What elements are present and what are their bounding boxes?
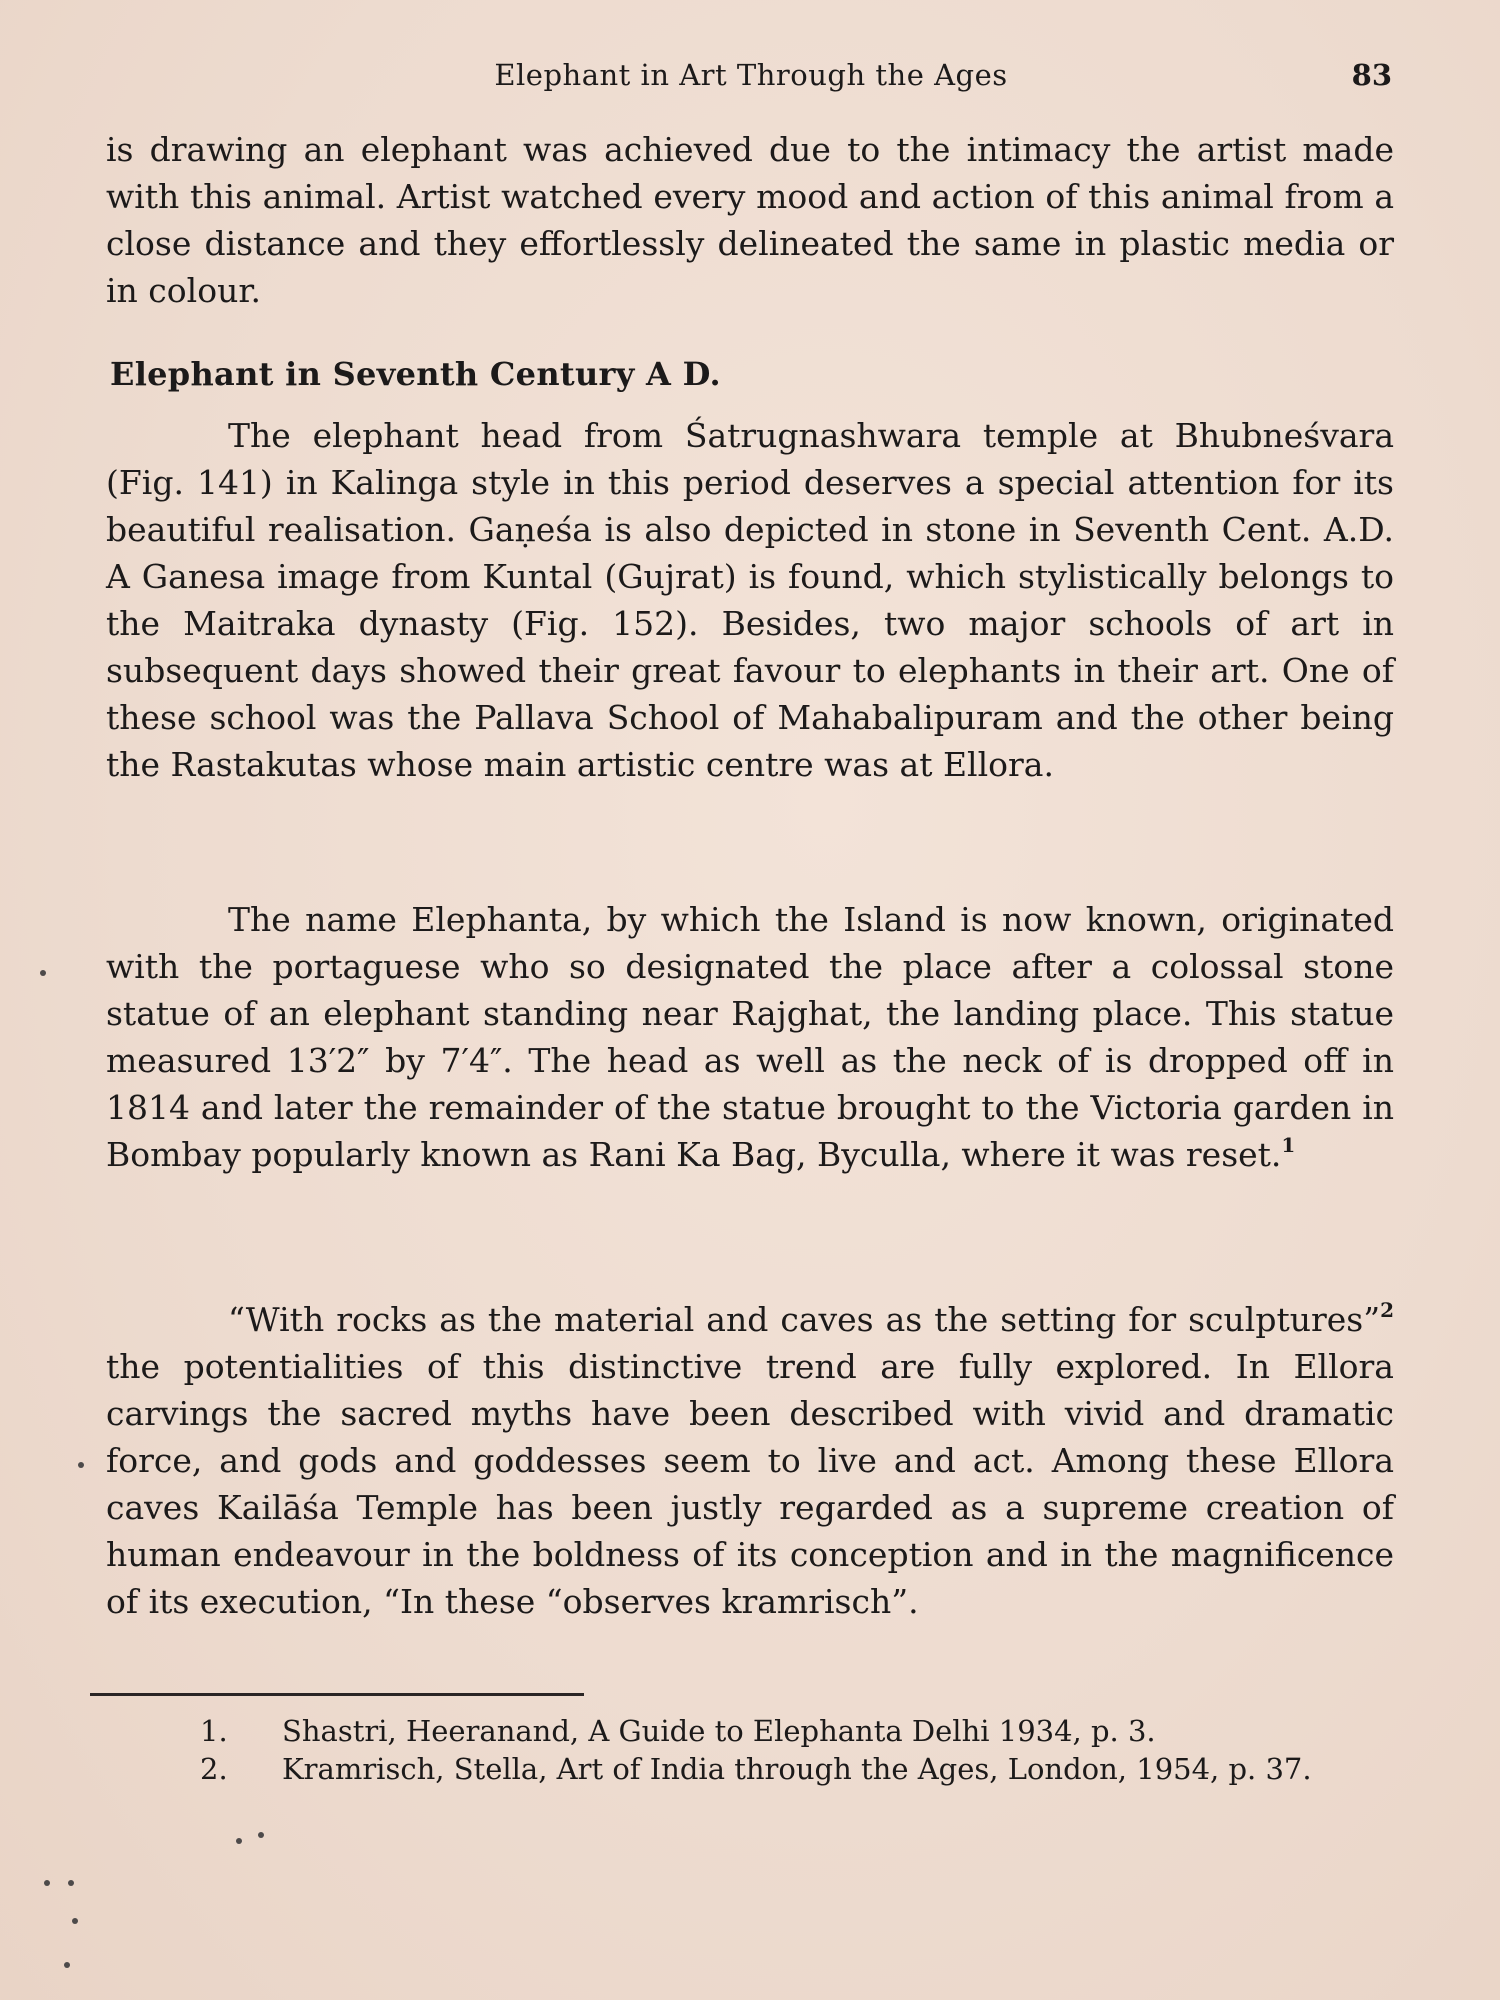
print-speck	[40, 970, 46, 976]
footnote-text: Kramrisch, Stella, Art of India through the Ages, London, 1954, p. 37.	[282, 1752, 1312, 1786]
footnote-number: 2.	[200, 1752, 228, 1786]
print-speck	[44, 1880, 50, 1886]
paragraph-4-text: the potentialities of this distinctive trend are fully explored. In Ellora carvings the sacred myths have been described with vivid and dramatic force, and gods and goddesses seem to live and act. Among these Ellora caves Kailāśa Temple has been justly regarded as a supreme creation of human endeavour in the boldness of its conception and in the magnificence of its execution, “In these “observes kramrisch”.	[106, 1347, 1394, 1621]
paragraph-3	[106, 896, 1394, 1178]
print-speck	[78, 1462, 84, 1468]
page-number: 83	[1351, 58, 1392, 92]
footnote	[200, 1750, 1390, 1788]
running-head	[110, 58, 1392, 102]
section-heading: Elephant in Seventh Century A D.	[110, 355, 721, 393]
print-speck	[68, 1880, 74, 1886]
footnote-text: Shastri, Heeranand, A Guide to Elephanta Delhi 1934, p. 3.	[282, 1714, 1156, 1748]
footnotes	[200, 1712, 1390, 1788]
footnote	[200, 1712, 1390, 1750]
print-speck	[236, 1838, 242, 1844]
print-speck	[64, 1962, 70, 1968]
paragraph-4	[106, 1296, 1394, 1625]
footnote-number: 1.	[200, 1714, 228, 1748]
paragraph-2: The elephant head from Śatrugnashwara temple at Bhubneśvara (Fig. 141) in Kalinga style in this period deserves a special attention for its beautiful realisation. Gaṇeśa is also depicted in stone in Seventh Cent. A.D. A Ganesa image from Kuntal (Gujrat) is found, which stylistically belongs to the Maitraka dynasty (Fig. 152). Besides, two major schools of art in subsequent days showed their great favour to elephants in their art. One of these school was the Pallava School of Mahabalipuram and the other being the Rastakutas whose main artistic centre was at Ellora.	[106, 416, 1394, 784]
print-speck	[258, 1832, 264, 1838]
footnote-divider	[90, 1693, 584, 1696]
paragraph-4-quote: “With rocks as the material and caves as the setting for sculptures”	[228, 1300, 1381, 1339]
footnote-ref-2: 2	[1380, 1298, 1394, 1322]
print-speck	[72, 1918, 78, 1924]
paragraph-3-text: The name Elephanta, by which the Island is now known, originated with the portaguese who so designated the place after a colossal stone statue of an elephant standing near Rajghat, the landing place. This statue measured 13′2″ by 7′4″. The head as well as the neck of is dropped off in 1814 and later the remainder of the statue brought to the Victoria garden in Bombay popularly known as Rani Ka Bag, Byculla, where it was reset.	[106, 900, 1394, 1174]
footnote-ref-1: 1	[1281, 1133, 1296, 1157]
paragraph-1: is drawing an elephant was achieved due to the intimacy the artist made with this animal. Artist watched every mood and action of this animal from a close distance and they effortlessly delineated the same in plastic media or in colour.	[106, 130, 1394, 310]
running-title: Elephant in Art Through the Ages	[494, 58, 1008, 92]
